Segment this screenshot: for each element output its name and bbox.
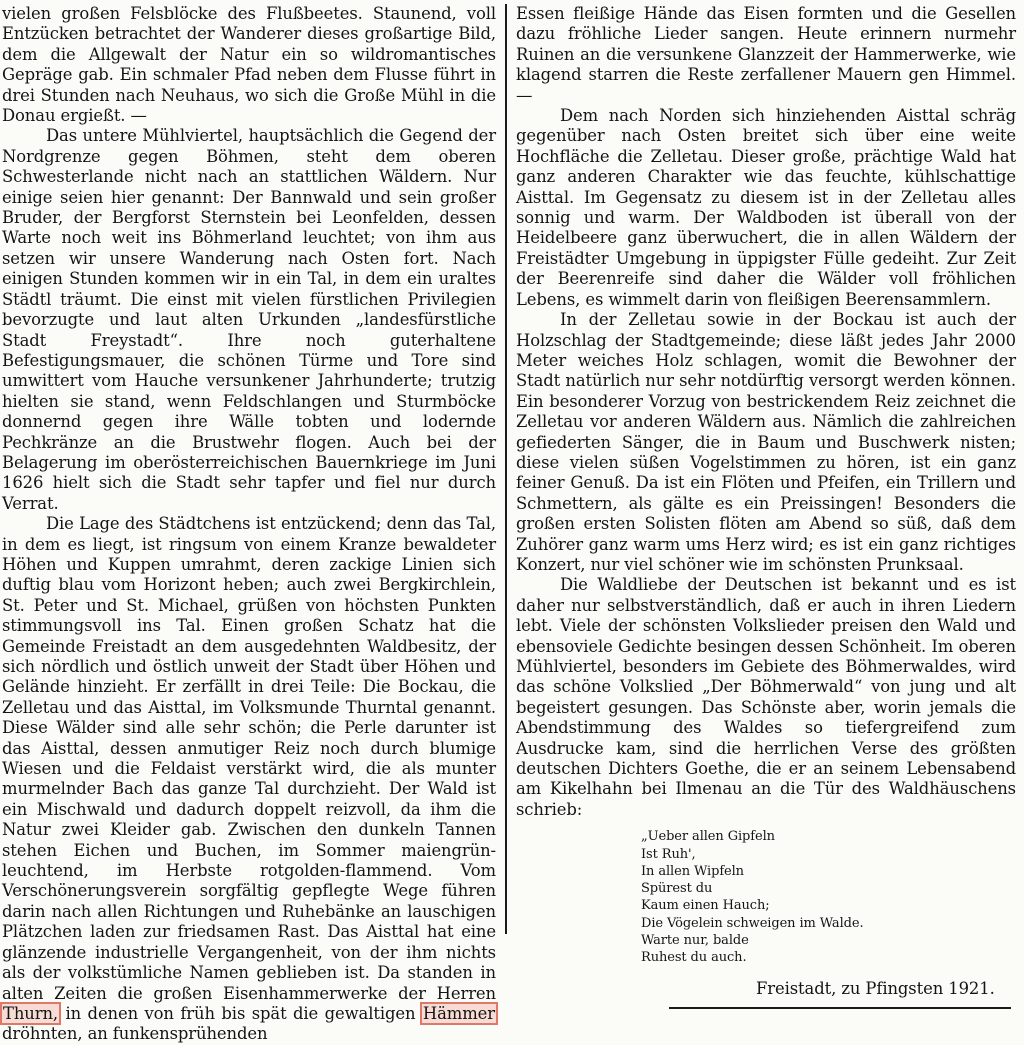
left-paragraph-3 — [2, 514, 496, 1045]
poem-line: „Ueber allen Gipfeln — [641, 829, 775, 845]
end-rule — [669, 1007, 1011, 1009]
poem-line: Die Vögelein schweigen im Walde. — [641, 915, 864, 931]
poem-line: Kaum einen Hauch; — [641, 898, 770, 914]
right-paragraph-4: Die Waldliebe der Deutschen ist bekannt und es ist daher nur selbstverständlich, daß er auch in ihren Liedern lebt. Viele der schönsten Volkslieder preisen den Wald und ebensoviele Gedichte besingen dessen Schönheit. Im oberen Mühlviertel, besonders im Gebiete des Böhmerwaldes, wird das schöne Volkslied „Der Böhmerwald“ von jung und alt begeistert gesungen. Das Schönste aber, worin jemals die Abendstimmung des Waldes so tiefergreifend zum Ausdrucke kam, sind die herrlichen Verse des größten deutschen Dichters Goethe, die er an seinem Lebensabend am Kikelhahn bei Ilmenau an die Tür des Waldhäuschens schrieb: — [516, 575, 1016, 819]
poem-line: Ruhest du auch. — [641, 950, 747, 966]
poem-line: Spürest du — [641, 881, 713, 897]
left-paragraph-2: Das untere Mühlviertel, hauptsächlich die Gegend der Nordgrenze gegen Böhmen, steht dem oberen Schwesterlande nicht nach an stattlichen Wäldern. Nur einige seien hier genannt: Der Bannwald und sein großer Bruder, der Bergforst Sternstein bei Leonfelden, dessen Warte noch weit ins Böhmerland leuchtet; von ihm aus setzen wir unsere Wanderung nach Osten fort. Nach einigen Stunden kommen wir in ein Tal, in dem ein uraltes Städtl träumt. Die einst mit vielen fürstlichen Privilegien bevorzugte und laut alten Urkunden „landesfürstliche Stadt Freystadt“. Ihre noch guterhaltene Befestigungsmauer, die schönen Türme und Tore sind umwittert vom Hauche versunkener Jahrhunderte; trutzig hielten sie stand, wenn Feldschlangen und Sturmböcke donnernd gegen ihre Wälle tobten und lodernde Pechkränze an die Brustwehr flogen. Auch bei der Belagerung im oberösterreichischen Bauernkriege im Juni 1626 hielt sich die Stadt sehr tapfer und fiel nur durch Verrat. — [2, 126, 496, 513]
left-paragraph-3-part-3: dröhnten, an funkensprühenden — [2, 1024, 268, 1044]
poem-line: Ist Ruh', — [641, 846, 696, 862]
highlighted-word-haemmer[interactable]: Hämmer — [422, 1003, 495, 1023]
signature-place-date: Freistadt, zu Pfingsten 1921. — [756, 978, 995, 998]
left-paragraph-3-part-1: Die Lage des Städtchens ist entzückend; denn das Tal, in dem es liegt, ist ringsum von einem Kranze bewaldeter Höhen und Kuppen umrahmt, deren zackige Linien sich duftig blau vom Horizont heben; auch zwei Bergkirchlein, St. Peter und St. Michael, grüßen von höchsten Punkten stimmungsvoll ins Tal. Einen großen Schatz hat die Gemeinde Freistadt an dem ausgedehnten Waldbesitz, der sich nördlich und östlich unweit der Stadt über Höhen und Gelände hinzieht. Er zerfällt in drei Teile: Die Bockau, die Zelletau und das Aisttal, im Volksmunde Thurntal genannt. Diese Wälder sind alle sehr schön; die Perle darunter ist das Aisttal, dessen anmutiger Reiz noch durch blumige Wiesen und die Feldaist verstärkt wird, die als munter murmelnder Bach das ganze Tal durchzieht. Der Wald ist ein Mischwald und dadurch doppelt reizvoll, da ihm die Natur zwei Kleider gab. Zwischen den dunkeln Tannen stehen Eichen und Buchen, im Sommer maiengrün-leuchtend, im Herbste rotgolden-flammend. Vom Verschönerungsverein sorgfältig gepflegte Wege führen darin nach allen Richtungen und Ruhebänke an lauschigen Plätzchen laden zur friedsamen Rast. Das Aisttal hat eine glänzende industrielle Vergangenheit, von der ihm nichts als der volkstümliche Namen geblieben ist. Da standen in alten Zeiten die großen Eisenhammerwerke der Herren — [2, 514, 496, 1003]
left-column — [2, 4, 496, 1045]
left-paragraph-1: vielen großen Felsblöcke des Flußbeetes. Staunend, voll Entzücken betrachtet der Wanderer dieses großartige Bild, dem die Allgewalt der Natur ein so wildromantisches Gepräge gab. Ein schmaler Pfad neben dem Flusse führt in drei Stunden nach Neuhaus, wo sich die Große Mühl in die Donau ergießt. — — [2, 4, 496, 126]
right-paragraph-2: Dem nach Norden sich hinziehenden Aisttal schräg gegenüber nach Osten breitet sich über eine weite Hochfläche die Zelletau. Dieser große, prächtige Wald hat ganz anderen Charakter wie das feuchte, kühlschattige Aisttal. Im Gegensatz zu diesem ist in der Zelletau alles sonnig und warm. Der Waldboden ist überall von der Heidelbeere ganz überwuchert, die in allen Wäldern der Freistädter Umgebung in üppigster Fülle gedeiht. Zur Zeit der Beerenreife sind daher die Wälder voll fröhlichen Lebens, es wimmelt darin von fleißigen Beerensammlern. — [516, 106, 1016, 309]
right-column — [516, 4, 1016, 1009]
poem-line: Warte nur, balde — [641, 933, 749, 949]
poem-line: In allen Wipfeln — [641, 863, 744, 879]
column-divider — [505, 4, 507, 934]
goethe-poem — [641, 828, 1016, 966]
highlighted-word-thurn[interactable]: Thurn, — [3, 1003, 59, 1023]
left-paragraph-3-part-2: in denen von früh bis spät die gewaltigen — [65, 1003, 416, 1023]
right-paragraph-3: In der Zelletau sowie in der Bockau ist auch der Holzschlag der Stadtgemeinde; diese läßt jedes Jahr 2000 Meter weiches Holz schlagen, womit die Bewohner der Stadt natürlich nur sehr notdürftig versorgt werden können. Ein besonderer Vorzug von bestrickendem Reiz zeichnet die Zelletau vor anderen Wäldern aus. Nämlich die zahlreichen gefiederten Sänger, die in Baum und Buschwerk nisten; diese vielen süßen Vogelstimmen zu hören, ist ein ganz feiner Genuß. Da ist ein Flöten und Pfeifen, ein Trillern und Schmettern, als gälte es ein Preissingen! Besonders die großen ersten Solisten flöten am Abend so süß, daß dem Zuhörer ganz warm ums Herz wird; es ist ein ganz richtiges Konzert, nur viel schöner wie im schönsten Prunksaal. — [516, 310, 1016, 574]
right-paragraph-1: Essen fleißige Hände das Eisen formten und die Gesellen dazu fröhliche Lieder sangen. Heute erinnern nurmehr Ruinen an die versunkene Glanzzeit der Hammerwerke, wie klagend starren die Reste zerfallener Mauern gen Himmel. — — [516, 4, 1016, 105]
